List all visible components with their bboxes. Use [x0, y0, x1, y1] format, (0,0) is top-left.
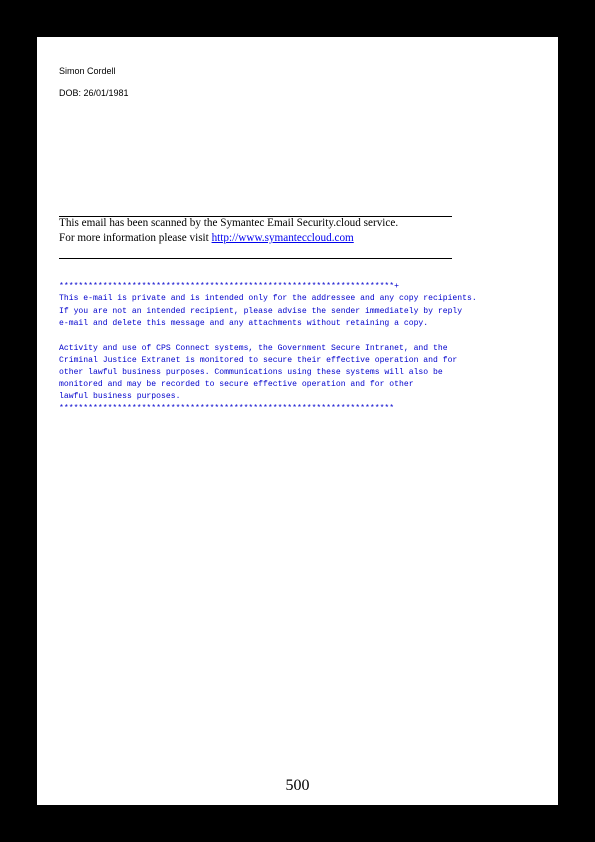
disclaimer-privacy-line: This e-mail is private and is intended only for the addressee and any copy recipients. [59, 294, 477, 303]
scan-notice-line1: This email has been scanned by the Symantec Email Security.cloud service. [59, 217, 399, 229]
scan-notice [59, 216, 479, 246]
disclaimer-privacy-line: If you are not an intended recipient, please advise the sender immediately by reply [59, 307, 463, 316]
disclaimer-monitoring-line: other lawful business purposes. Communications using these systems will also be [59, 368, 443, 377]
divider-bottom [59, 258, 452, 259]
disclaimer-monitoring-line: Criminal Justice Extranet is monitored to secure their effective operation and for [59, 356, 458, 365]
disclaimer-stars-top: *********************************************************************+ [59, 282, 399, 291]
page-number: 500 [285, 777, 310, 794]
sender-name: Simon Cordell [59, 66, 116, 76]
disclaimer-monitoring-line: lawful business purposes. [59, 392, 181, 401]
document-page [37, 37, 558, 805]
scan-notice-prefix: For more information please visit [59, 232, 212, 244]
disclaimer-monitoring-line: Activity and use of CPS Connect systems, the Government Secure Intranet, and the [59, 344, 448, 353]
disclaimer-stars-bottom: ********************************************************************* [59, 404, 395, 413]
date-of-birth: DOB: 26/01/1981 [59, 88, 129, 98]
symanteccloud-link[interactable]: http://www.symanteccloud.com [211, 232, 354, 244]
disclaimer-privacy-line: e-mail and delete this message and any attachments without retaining a copy. [59, 319, 429, 328]
disclaimer-monitoring-line: monitored and may be recorded to secure effective operation and for other [59, 380, 414, 389]
scan-notice-line2 [59, 231, 479, 246]
